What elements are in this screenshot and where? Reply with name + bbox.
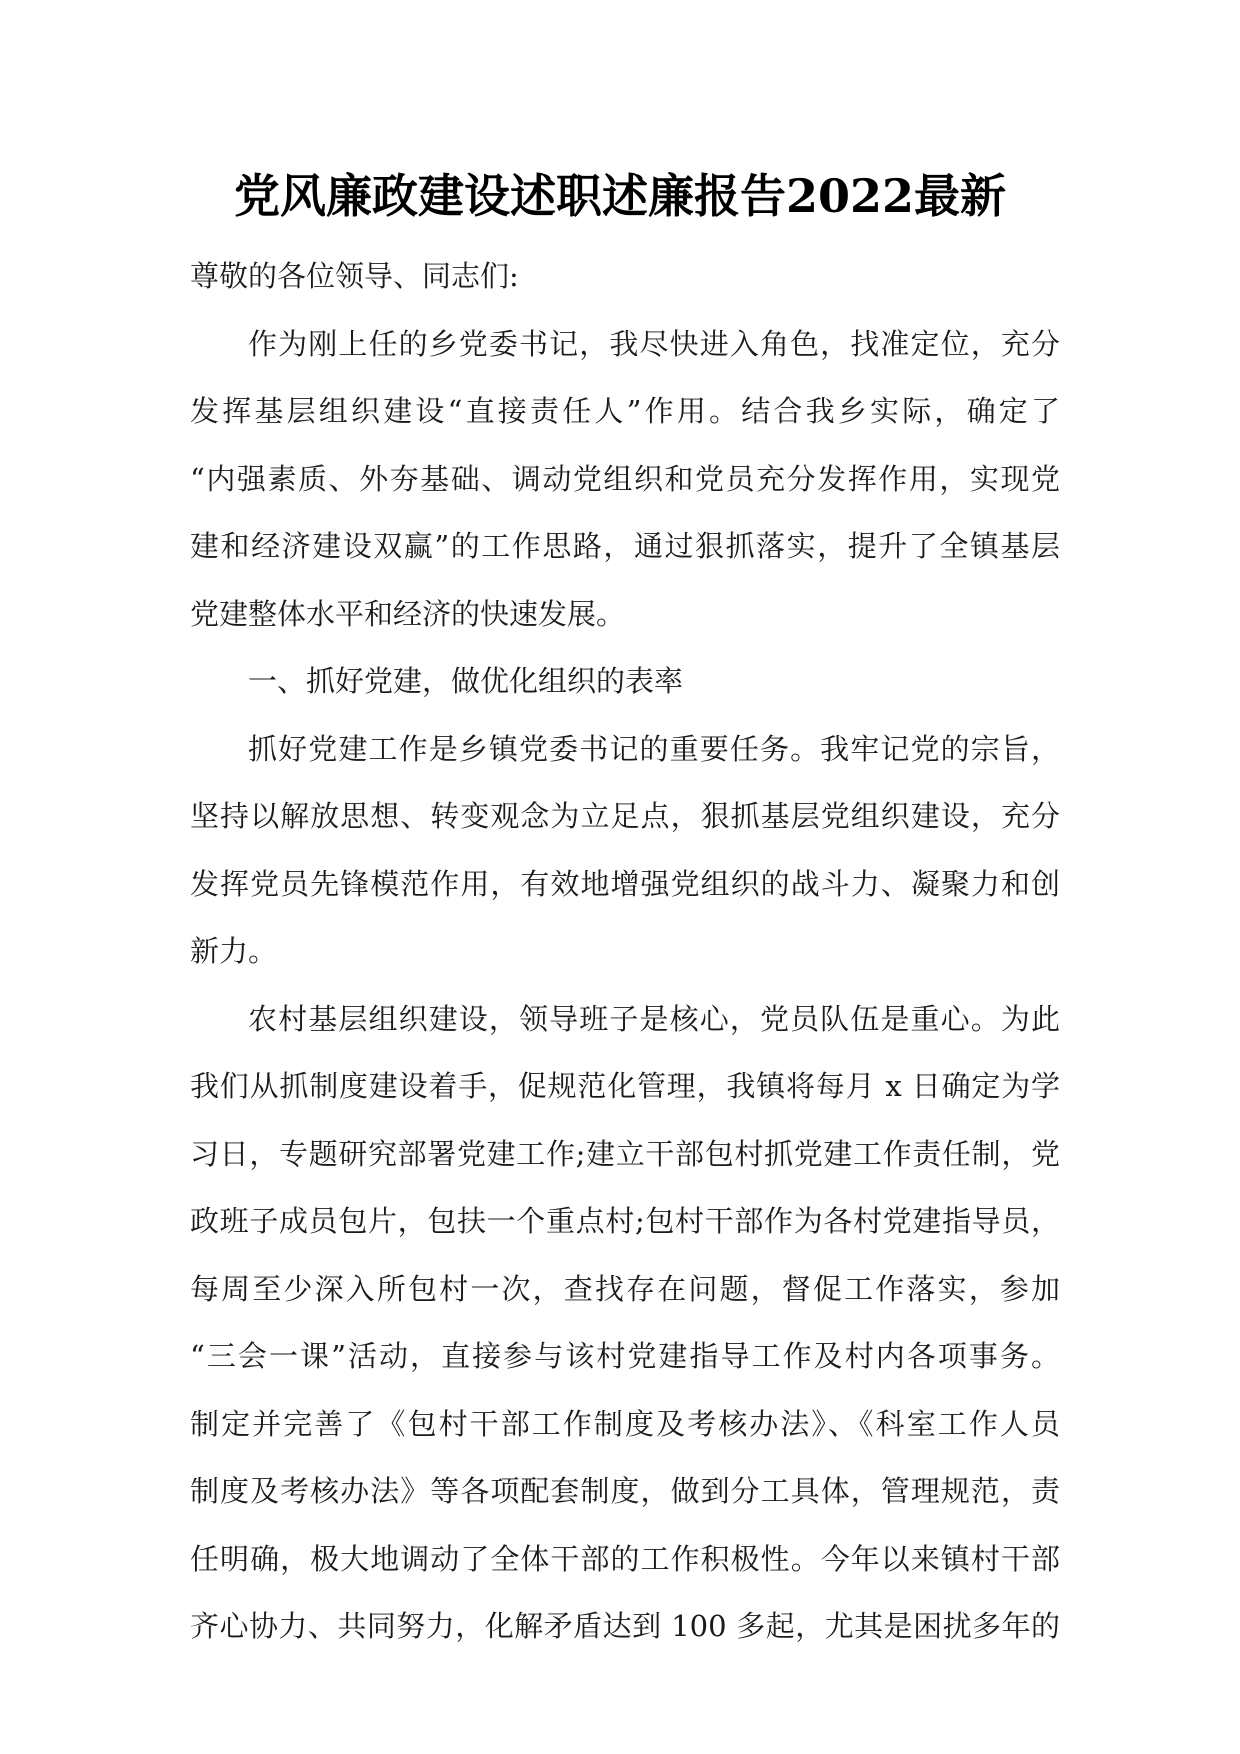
- document-title: 党风廉政建设述职述廉报告2022最新: [233, 169, 1007, 223]
- paragraph-line: 发挥基层组织建设“直接责任人”作用。结合我乡实际，确定了: [190, 394, 1060, 428]
- paragraph-line: 坚持以解放思想、转变观念为立足点，狠抓基层党组织建设，充分: [190, 799, 1060, 833]
- paragraph-line: 制度及考核办法》等各项配套制度，做到分工具体，管理规范，责: [190, 1474, 1060, 1508]
- paragraph-line: 齐心协力、共同努力，化解矛盾达到 100 多起，尤其是困扰多年的: [190, 1609, 1060, 1643]
- paragraph-line: “三会一课”活动，直接参与该村党建指导工作及村内各项事务。: [190, 1339, 1060, 1373]
- paragraph-line: “内强素质、外夯基础、调动党组织和党员充分发挥作用，实现党: [190, 461, 1060, 496]
- paragraph-line: 每周至少深入所包村一次，查找存在问题，督促工作落实，参加: [190, 1271, 1060, 1306]
- document-body: [190, 243, 1060, 1661]
- paragraph-line: 发挥党员先锋模范作用，有效地增强党组织的战斗力、凝聚力和创: [190, 866, 1060, 901]
- paragraph-line: 新力。: [190, 934, 278, 968]
- paragraph-line: 作为刚上任的乡党委书记，我尽快进入角色，找准定位，充分: [248, 326, 1060, 361]
- paragraph-line: 任明确，极大地调动了全体干部的工作积极性。今年以来镇村干部: [190, 1541, 1060, 1576]
- salutation-line: 尊敬的各位领导、同志们:: [190, 259, 519, 293]
- paragraph-line: 建和经济建设双赢”的工作思路，通过狠抓落实，提升了全镇基层: [190, 529, 1060, 563]
- paragraph-line: 农村基层组织建设，领导班子是核心，党员队伍是重心。为此: [248, 1001, 1060, 1036]
- paragraph-line: 制定并完善了《包村干部工作制度及考核办法》、《科室工作人员: [190, 1406, 1060, 1441]
- paragraph-line: 政班子成员包片，包扶一个重点村;包村干部作为各村党建指导员，: [190, 1204, 1060, 1238]
- section-heading: 一、抓好党建，做优化组织的表率: [248, 664, 684, 698]
- paragraph-line: 我们从抓制度建设着手，促规范化管理，我镇将每月 x 日确定为学: [190, 1069, 1060, 1103]
- paragraph-line: 习日，专题研究部署党建工作;建立干部包村抓党建工作责任制，党: [190, 1136, 1060, 1171]
- paragraph-line: 抓好党建工作是乡镇党委书记的重要任务。我牢记党的宗旨，: [248, 731, 1060, 766]
- paragraph-line: 党建整体水平和经济的快速发展。: [190, 596, 626, 631]
